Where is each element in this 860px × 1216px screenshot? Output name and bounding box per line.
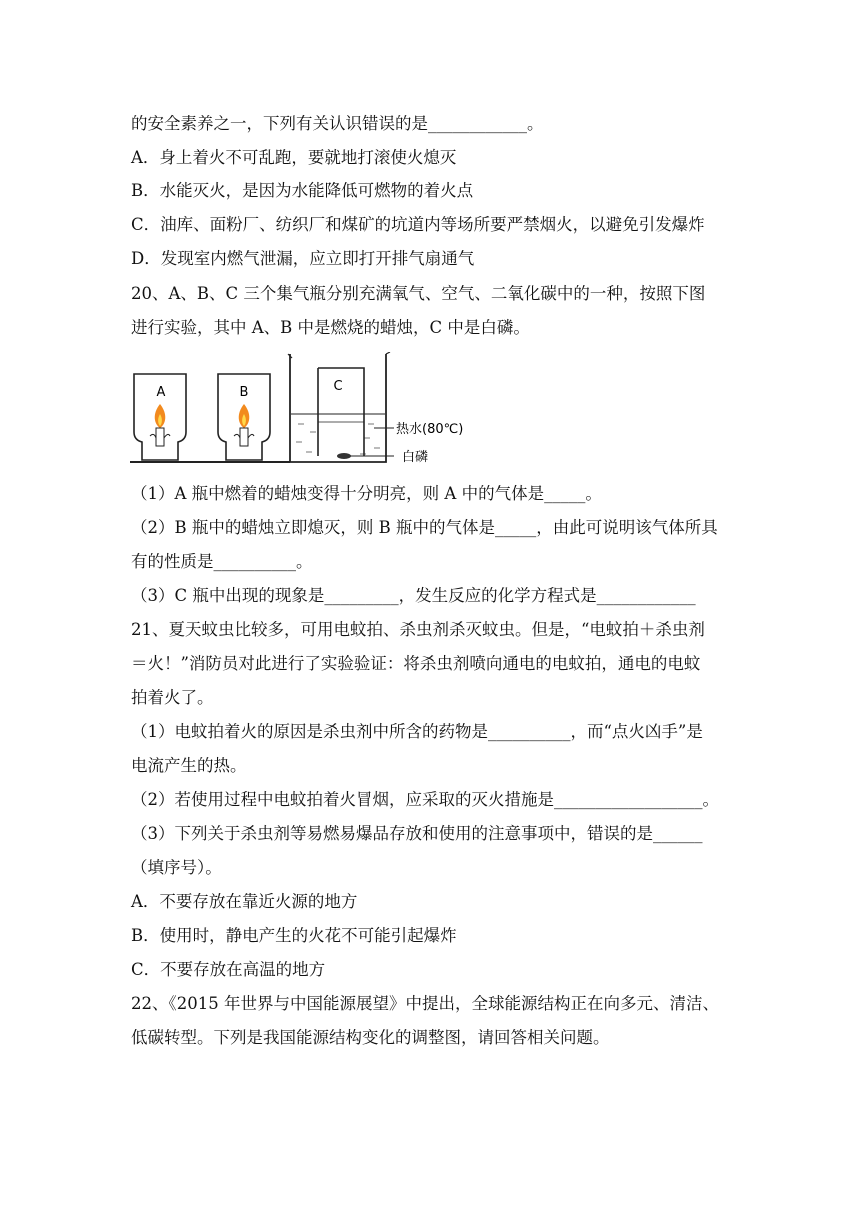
flame-icon <box>155 404 166 428</box>
question-21-stem: 21、夏天蚊虫比较多，可用电蚊拍、杀虫剂杀灭蚊虫。但是，“电蚊拍＋杀虫剂 <box>131 620 705 639</box>
white-phosphorus-label: 白磷 <box>402 450 429 465</box>
question-19-stem-tail: 的安全素养之一，下列有关认识错误的是____________。 <box>131 114 544 133</box>
q20-part-3: （3）C 瓶中出现的现象是_________，发生反应的化学方程式是____________ <box>131 586 696 605</box>
candle-icon <box>150 428 170 446</box>
candle-icon <box>234 428 254 446</box>
bottle-b <box>218 374 270 460</box>
q21-option-b: B．使用时，静电产生的火花不可能引起爆炸 <box>131 926 457 945</box>
q21-part-2: （2）若使用过程中电蚊拍着火冒烟，应采取的灭火措施是__________________。 <box>131 790 719 809</box>
q21-option-c: C．不要存放在高温的地方 <box>131 960 326 979</box>
beaker-c-setup <box>288 352 463 465</box>
option-b: B．水能灭火，是因为水能降低可燃物的着火点 <box>131 181 474 200</box>
question-20-stem-cont: 进行实验，其中 A、B 中是燃烧的蜡烛，C 中是白磷。 <box>131 318 530 337</box>
option-c: C．油库、面粉厂、纺织厂和煤矿的坑道内等场所要严禁烟火，以避免引发爆炸 <box>131 215 705 234</box>
q21-part-1-cont: 电流产生的热。 <box>131 756 247 775</box>
q20-part-2: （2）B 瓶中的蜡烛立即熄灭，则 B 瓶中的气体是_____，由此可说明该气体所具 <box>131 518 718 537</box>
bottle-a <box>134 374 186 460</box>
question-20-stem: 20、A、B、C 三个集气瓶分别充满氧气、空气、二氧化碳中的一种，按照下图 <box>131 284 706 303</box>
bottle-a-label: A <box>156 385 166 400</box>
hot-water-label: 热水(80℃) <box>396 422 464 437</box>
q21-part-3-cont: （填序号）。 <box>131 858 222 877</box>
question-22-stem-cont: 低碳转型。下列是我国能源结构变化的调整图，请回答相关问题。 <box>131 1028 610 1047</box>
experiment-figure <box>128 352 488 470</box>
option-a: A．身上着火不可乱跑，要就地打滚使火熄灭 <box>131 148 457 167</box>
flame-icon <box>239 404 250 428</box>
q21-option-a: A．不要存放在靠近火源的地方 <box>131 892 358 911</box>
q21-part-1: （1）电蚊拍着火的原因是杀虫剂中所含的药物是__________，而“点火凶手”是 <box>131 722 703 741</box>
white-phosphorus-icon <box>337 453 351 459</box>
question-21-stem-cont2: 拍着火了。 <box>131 688 214 707</box>
q20-part-2-cont: 有的性质是__________。 <box>131 552 313 571</box>
q21-part-3: （3）下列关于杀虫剂等易燃易爆品存放和使用的注意事项中，错误的是______ <box>131 824 703 843</box>
bottle-c-label: C <box>333 379 343 394</box>
question-22-stem: 22、《2015 年世界与中国能源展望》中提出，全球能源结构正在向多元、清洁、 <box>131 994 719 1013</box>
option-d: D．发现室内燃气泄漏，应立即打开排气扇通气 <box>131 249 475 268</box>
bottle-b-label: B <box>239 385 249 400</box>
question-21-stem-cont: ＝火！”消防员对此进行了实验验证：将杀虫剂喷向通电的电蚊拍，通电的电蚊 <box>131 654 701 673</box>
q20-part-1: （1）A 瓶中燃着的蜡烛变得十分明亮，则 A 中的气体是_____。 <box>131 484 602 503</box>
